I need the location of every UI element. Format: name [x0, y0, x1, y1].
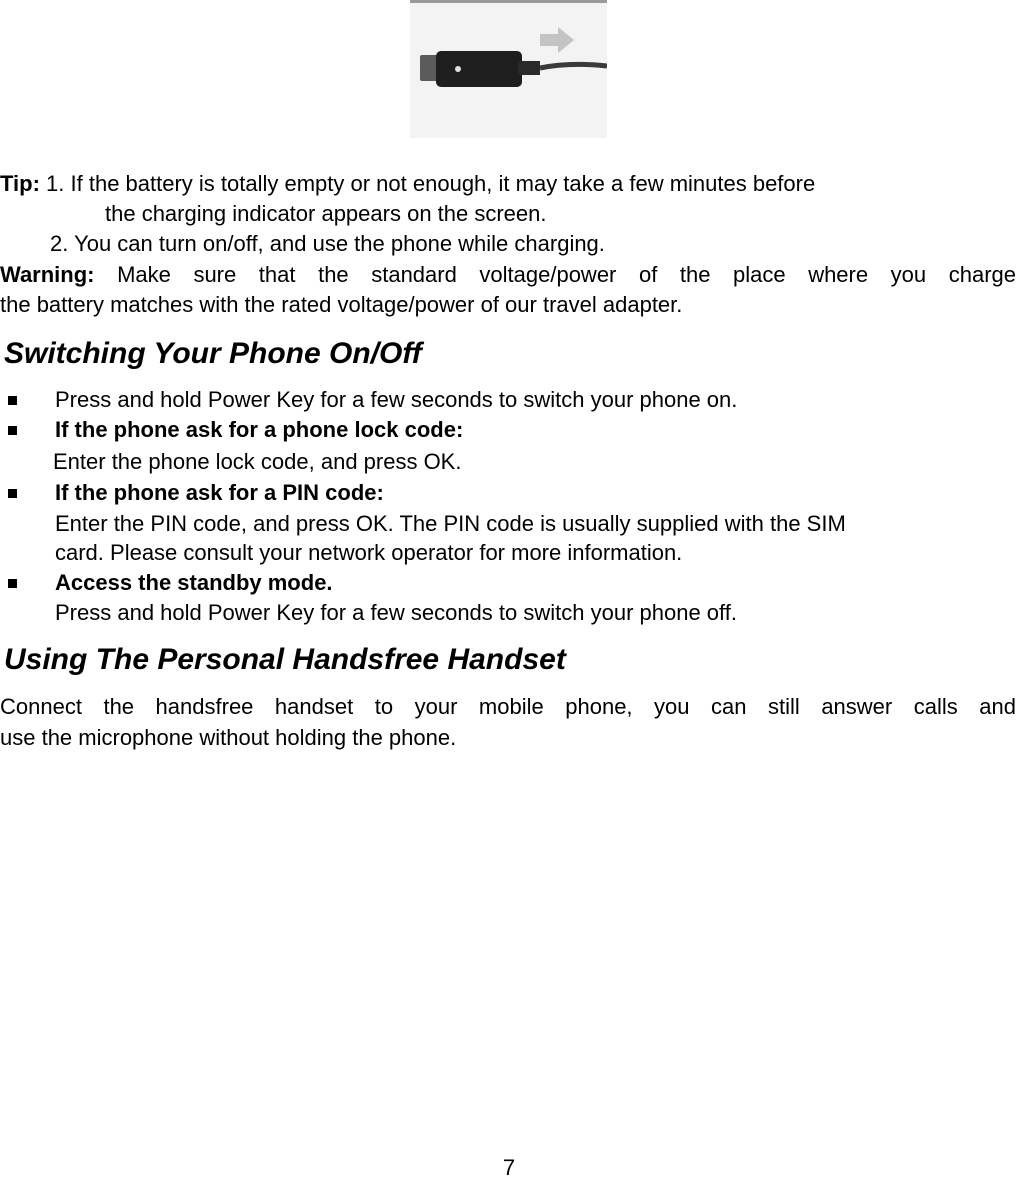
bullet-body-lock-code: Enter the phone lock code, and press OK.	[53, 449, 462, 474]
charger-figure	[410, 0, 607, 138]
tip-item-1: 1. If the battery is totally empty or not enough, it may take a few minutes before	[46, 171, 816, 196]
bullet-heading-lock-code: If the phone ask for a phone lock code:	[55, 417, 464, 442]
warning-line-1	[0, 262, 1016, 288]
page-number: 7	[502, 1155, 516, 1180]
tip-item-1-cont: the charging indicator appears on the screen.	[105, 201, 547, 226]
bullet-heading-pin-code: If the phone ask for a PIN code:	[55, 480, 384, 505]
bullet-icon	[8, 426, 17, 435]
bullet-icon	[8, 579, 17, 588]
bullet-heading-standby: Access the standby mode.	[55, 570, 333, 595]
bullet-item-1: Press and hold Power Key for a few seconds to switch your phone on.	[55, 387, 738, 412]
tip-item-2: 2. You can turn on/off, and use the phone while charging.	[50, 231, 605, 256]
tip-line-1	[0, 171, 815, 197]
warning-text: Make sure that the standard voltage/power of the place where you charge	[117, 262, 1016, 287]
bullet-body-pin-code-1: Enter the PIN code, and press OK. The PIN code is usually supplied with the SIM	[55, 511, 846, 536]
bullet-icon	[8, 489, 17, 498]
warning-label: Warning:	[0, 262, 95, 287]
tip-label: Tip:	[0, 171, 40, 196]
handsfree-line-1: Connect the handsfree handset to your mobile phone, you can still answer calls and	[0, 694, 1016, 719]
section-heading-handsfree: Using The Personal Handsfree Handset	[4, 643, 566, 676]
handsfree-line-2: use the microphone without holding the phone.	[0, 725, 457, 750]
usb-charger-plug-icon	[410, 0, 607, 138]
bullet-icon	[8, 396, 17, 405]
bullet-body-pin-code-2: card. Please consult your network operator for more information.	[55, 540, 683, 565]
section-heading-power: Switching Your Phone On/Off	[4, 337, 422, 370]
bullet-body-standby: Press and hold Power Key for a few seconds to switch your phone off.	[55, 600, 737, 625]
warning-line-2: the battery matches with the rated voltage/power of our travel adapter.	[0, 292, 683, 317]
